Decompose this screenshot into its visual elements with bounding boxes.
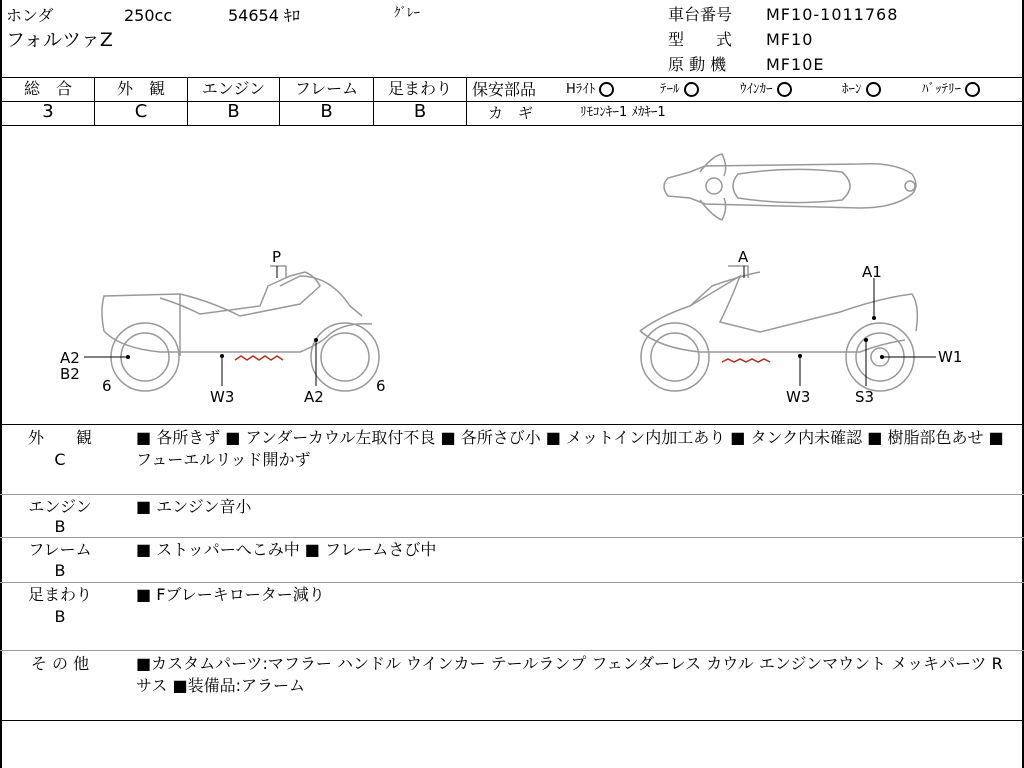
remark-category: 外 観 xyxy=(27,428,92,447)
suspension-grade: B xyxy=(413,101,427,122)
overall-label: 総 合 xyxy=(23,79,72,98)
frame-grade: B xyxy=(320,101,333,122)
diagram-label: B2 xyxy=(60,365,80,383)
safety-label: 保安部品 xyxy=(472,80,537,99)
divider xyxy=(0,494,1024,495)
exterior-grade: C xyxy=(134,101,148,122)
diagram-label: W3 xyxy=(210,388,235,406)
safety-battery: ﾊﾞｯﾃﾘｰ xyxy=(922,82,980,98)
divider xyxy=(0,424,1024,425)
safety-winker: ｳｲﾝｶｰ xyxy=(740,82,792,98)
suspension-label: 足まわり xyxy=(387,79,452,98)
divider xyxy=(0,582,1024,583)
diagram-label: A2 xyxy=(304,388,324,406)
engine-model-label: 原 動 機 xyxy=(668,55,727,74)
mileage: 54654 ｷﾛ xyxy=(228,6,300,25)
remark-text: ■カスタムパーツ:マフラー ハンドル ウインカー テールランプ フェンダーレス カウル エンジンマウント メッキパーツ Rサス ■装備品:アラーム xyxy=(136,654,1003,695)
diagram-label: A2 xyxy=(60,349,80,367)
divider xyxy=(0,537,1024,538)
divider xyxy=(0,720,1024,721)
type-label: 型 式 xyxy=(668,30,733,49)
diagram-label: W1 xyxy=(938,348,963,366)
exterior-label: 外 観 xyxy=(116,79,165,98)
engine-label: エンジン xyxy=(201,79,266,98)
remark-text: ■ ストッパーへこみ中 ■ フレームさび中 xyxy=(136,540,437,559)
remark-grade: B xyxy=(54,561,66,580)
displacement: 250cc xyxy=(124,6,173,25)
overall-grade: 3 xyxy=(42,101,54,122)
safety-headlight: Hﾗｲﾄ xyxy=(566,82,614,98)
remark-grade: B xyxy=(54,607,66,626)
engine-grade: B xyxy=(227,101,240,122)
scooter-left-view xyxy=(102,266,379,391)
remark-grade: B xyxy=(54,517,66,536)
frame-no-label: 車台番号 xyxy=(668,5,733,24)
remark-category: フレーム xyxy=(28,540,92,559)
divider xyxy=(0,77,1024,78)
remark-grade: C xyxy=(54,450,66,469)
diagram-label: S3 xyxy=(855,388,875,406)
scooter-right-view xyxy=(640,266,917,391)
divider xyxy=(466,101,1023,102)
color: ｸﾞﾚｰ xyxy=(394,6,420,21)
key-value: ﾘﾓｺﾝｷｰ1 ﾒｶｷｰ1 xyxy=(580,105,666,120)
diagram-label: 6 xyxy=(102,377,112,395)
remark-text: ■ 各所きず ■ アンダーカウル左取付不良 ■ 各所さび小 ■ メットイン内加工あり ■ タンク内未確認 ■ 樹脂部色あせ ■ フューエルリッド開かず xyxy=(136,428,1004,469)
diagram-label: A xyxy=(738,248,749,266)
frame-label: フレーム xyxy=(294,79,359,98)
remark-text: ■ エンジン音小 xyxy=(136,497,252,516)
safety-horn: ﾎｰﾝ xyxy=(842,82,881,98)
engine-model: MF10E xyxy=(766,55,825,74)
diagram-label: P xyxy=(272,248,282,266)
diagram-label: A1 xyxy=(862,263,882,281)
damage-mark-left xyxy=(235,356,283,360)
divider xyxy=(0,650,1024,651)
type-value: MF10 xyxy=(766,30,814,49)
remark-category: そ の 他 xyxy=(30,654,90,673)
frame-no: MF10-1011768 xyxy=(766,5,899,24)
safety-taillight: ﾃｰﾙ xyxy=(660,82,699,98)
remark-text: ■ Fブレーキローター減り xyxy=(136,585,325,604)
key-label: カ ギ xyxy=(488,104,534,122)
model-name: フォルツァZ xyxy=(6,29,113,51)
damage-mark-right xyxy=(722,359,770,362)
diagram-label: W3 xyxy=(786,388,811,406)
maker: ホンダ xyxy=(6,6,54,25)
diagram-label: 6 xyxy=(376,377,386,395)
scooter-top-view xyxy=(664,154,916,220)
remark-category: 足まわり xyxy=(27,585,92,604)
remark-category: エンジン xyxy=(28,497,92,516)
